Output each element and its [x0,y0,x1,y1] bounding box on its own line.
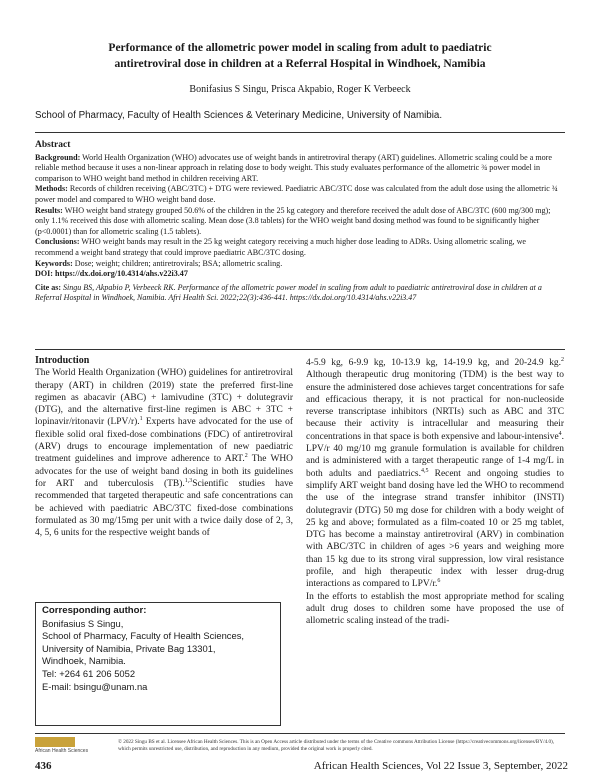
ref-2[interactable]: 2 [244,453,248,460]
results-label: Results: [35,205,63,215]
article-title [30,40,570,72]
corresponding-address-3: Windhoek, Namibia. [42,655,126,667]
corresponding-heading: Corresponding author: [42,605,147,616]
author-list: Bonifasius S Singu, Prisca Akpabio, Roger K Verbeeck [189,84,411,95]
doi-link[interactable] [35,269,565,280]
abstract-methods [35,184,565,205]
cite-as [35,283,565,304]
corresponding-address-1: School of Pharmacy, Faculty of Health Sciences, [42,630,245,642]
corresponding-tel: Tel: +264 61 206 5052 [42,667,136,679]
intro-text-b: Experts have advocated for the use of flexible solid oral fixed-dose combinations (FDC) of antiretroviral (ARV) drugs to encourage implementation of new paediatric treatment guidelines and improve adherence to ART. [35,417,294,465]
cite-text: Singu BS, Akpabio P, Verbeeck RK. Performance of the allometric power model in scaling from adult to paediatric antiretroviral dose in children at a Referral Hospital in Windhoek, Namibia. Afri Health Sci. 2022;22(3):436-441. https://dx.doi.org/10.4314/ahs.v22i3.47 [35,282,542,303]
divider-footer [35,733,565,734]
results-text: WHO weight band strategy grouped 50.6% of the children in the 25 kg category and therefore received the adult dose of ABC/3TC (600 mg/300 mg); only 1.1% received this dose with allometric scaling. Mean dose (3.8 tablets) for the WHO weight band dosing method was found to be significantly higher (p<0.0001) than for allometric scaling (1.5 tablets). [35,205,551,236]
intro-paragraph-3: In the efforts to establish the most appropriate method for scaling adult drug doses to children some have proposed the use of allometric scaling instead of the tradi- [306,591,564,627]
ref-4[interactable]: 4 [558,430,562,437]
intro-paragraph-2 [306,357,564,591]
corresponding-email[interactable]: E-mail: bsingu@unam.na [42,680,148,692]
background-text: World Health Organization (WHO) advocates use of weight bands in antiretroviral therapy (ART) guidelines. Allometric scaling could be a more reliable method because it uses a non-linear approach in relating dose to body weight. This study evaluates performance of the allometric ¾ power model in comparison to WHO weight band method in children receiving ART. [35,152,552,183]
intro-heading: Introduction [35,355,90,366]
journal-citation: African Health Sciences, Vol 22 Issue 3, September, 2022 [313,760,568,772]
intro-paragraph-1 [35,367,293,539]
intro-text-r4: Recent and ongoing studies to simplify ART weight band dosing have led the WHO to recommend the use of the integrase strand transfer inhibitor (INSTI) dolutegravir (DTG) 50 mg dose for children with a body weight of 25 kg and above; formulated as a film-coated 10 or 25 mg tablet, DTG has become a mainstay antiretroviral (ARV) in combination with ABC/3TC in children of ages >6 years and weighing more than 15 kg due to its strong viral suppression, low viral resistance profile, and high therapeutic index with lesser drug-drug interactions as compared to LPV/r. [306,468,564,590]
logo-bar [35,737,75,747]
abstract-conclusions [35,237,565,258]
conclusions-label: Conclusions: [35,237,80,247]
ref-1-3[interactable]: 1,3 [184,477,193,484]
ref-6[interactable]: 6 [437,578,441,585]
abstract-background [35,153,565,185]
intro-text-a: The World Health Organization (WHO) guidelines for antiretroviral therapy (ART) in children (2019) state the preferred first-line regimen as abacavir (ABC) + lamivudine (3TC) + dolutegravir (DTG), and the alternative first-line regimen is ABC + 3TC + lopinavir/ritonavir (LPV/r). [35,368,293,428]
intro-left-column [35,355,293,539]
title-line-1: Performance of the allometric power model in scaling from adult to paediatric [108,42,492,54]
page-number: 436 [35,760,52,772]
methods-label: Methods: [35,184,68,194]
doi-text[interactable]: DOI: https://dx.doi.org/10.4314/ahs.v22i3.47 [35,269,188,279]
methods-text: Records of children receiving (ABC/3TC) + DTG were reviewed. Paediatric ABC/3TC dose was calculated from the adult dose using the allometric ¾ power model and compared to WHO weight band dose. [35,184,558,204]
keywords-label: Keywords: [35,258,73,268]
title-line-2: antiretroviral dose in children at a Referral Hospital in Windhoek, Namibia [114,58,486,70]
ref-2b[interactable]: 2 [561,356,564,363]
logo-text: African Health Sciences [35,748,89,754]
ref-1[interactable]: 1 [139,416,143,423]
keywords-text: Dose; weight; children; antiretrovirals; BSA; allometric scaling. [72,258,283,268]
license-text: © 2022 Singu BS et al. Licensee African Health Sciences. This is an Open Access article distributed under the terms of the Creative commons Attribution License (https://creativecommons.org/licenses/BY/4.0), which permits unrestricted use, distribution, and reproduction in any medium, provided the original work is properly cited. [118,739,555,752]
abstract-heading: Abstract [35,140,71,150]
corresponding-author-box [35,602,281,726]
cite-label: Cite as: [35,282,61,292]
conclusions-text: WHO weight bands may result in the 25 kg weight category receiving a much higher dose leading to ADRs. Using allometric scaling, we recommend a weight band strategy that could improve paediatric ABC/3TC dosing. [35,237,527,257]
intro-right-column [306,357,564,628]
abstract-keywords [35,259,565,270]
corresponding-name: Bonifasius S Singu, [42,617,124,629]
intro-text-r2: Although therapeutic drug monitoring (TDM) is the best way to ensure the administered dose achieves target concentrations for safe and efficacious therapy, it is not practical for non-nucleoside reverse transcriptase inhibitors (NRTIs) such as ABC and 3TC because their activity is intracellular and measuring their concentrations in that space is both expensive and labour-intensive [306,370,564,442]
intro-text-r1: 4-5.9 kg, 6-9.9 kg, 10-13.9 kg, 14-19.9 kg, and 20-24.9 kg. [306,358,561,368]
journal-logo [35,737,95,754]
intro-text-c: The WHO advocates for the use of weight band dosing in both its guidelines for ART and tuberculosis (TB). [35,454,294,489]
intro-text-d: Scientific studies have recommended that targeted therapeutic and safe concentrations can be achieved with paediatric ABC/3TC fixed-dose combinations formulated as 30 mg/15mg per unit with a twice daily dose of 2, 3, 4, 5, 6 units for the respective weight bands of [35,478,293,539]
divider-top [35,132,565,133]
background-label: Background: [35,152,81,162]
corresponding-address-2: University of Namibia, Private Bag 13301, [42,642,216,654]
divider-abstract-end [35,349,565,350]
abstract-results [35,206,565,238]
abstract-section [35,140,565,304]
intro-text-r3: . LPV/r 40 mg/10 mg granule formulation is available for children and is administered with a target therapeutic range of 1-4 mg/L in both adults and paediatrics. [306,431,564,479]
affiliation: School of Pharmacy, Faculty of Health Sciences & Veterinary Medicine, University of Namibia. [35,110,443,121]
ref-4-5[interactable]: 4,5 [420,467,429,474]
